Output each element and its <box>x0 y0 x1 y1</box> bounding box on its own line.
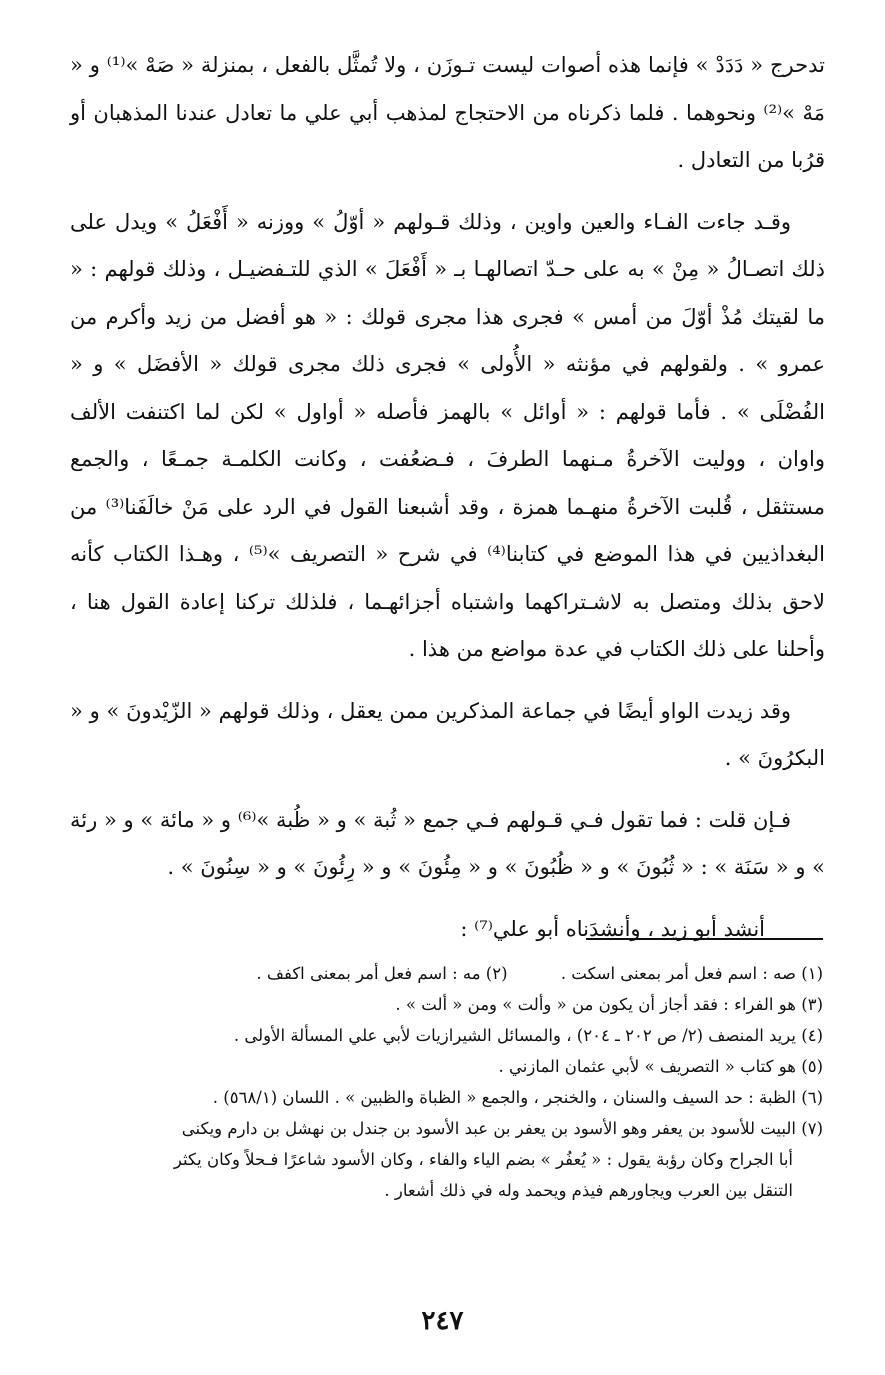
footnote-6: (٦) الظبة : حد السيف والسنان ، والخنجر ، والجمع « الظباة والظبين » . اللسان (٥٦٨/١) . <box>212 1088 823 1107</box>
footnote-divider <box>586 938 823 940</box>
footnote-4: (٤) يريد المنصف (٢/ ص ٢٠٢ ـ ٢٠٤) ، والمسائل الشيرازيات لأبي علي المسألة الأولى . <box>233 1026 823 1045</box>
paragraph-3: وقد زيدت الواو أيضًا في جماعة المذكرين ممن يعقل ، وذلك قولهم « الزّيْدونَ » و « البكرُونَ » . <box>70 698 825 770</box>
footnotes <box>66 958 823 1206</box>
page-number: ٢٤٧ <box>421 1306 464 1336</box>
verse-introduction: أنشد أبو زيد ، وأنشدَناه أبو علي⁽⁷⁾ : <box>460 916 765 941</box>
footnote-7-line-2: أبا الجراح وكان رؤبة يقول : « يُعفُر » بضم الياء والفاء ، وكان الأسود شاعرًا فـحلاً وكان يكثر <box>173 1150 793 1169</box>
footnote-row-1-2 <box>66 958 823 989</box>
footnote-1: (١) صه : اسم فعل أمر بمعنى اسكت . <box>560 964 823 983</box>
footnote-7-line-1: (٧) البيت للأسود بن يعفر وهو الأسود بن يعفر بن عبد الأسود بن جندل بن نهشل بن دارم ويكنى <box>181 1119 823 1138</box>
main-text <box>70 42 825 953</box>
paragraph-2: وقـد جاءت الفـاء والعين واوين ، وذلك قـولهم « أوّلُ » ووزنه « أَفْعَلُ » ويدل على ذلك اتصـالُ « مِنْ » به على حـدّ اتصالهـا بـ « أَفْعَلَ » الذي للتـفضيـل ، وذلك قولهم : « ما لقيتك مُذْ أوّلَ من أمس » فجرى هذا مجرى قولك : « هو أفضل من زيد وأكرم من عمرو » . ولقولهم في مؤنثه « الأُولى » فجرى ذلك مجرى قولك « الأفضَل » و « الفُضْلَى » . فأما قولهم : « أوائل » بالهمز فأصله « أواول » لكن لما اكتنفت الألف واوان ، ووليت الآخرةُ مـنهما الطرفَ ، فـضعُفت ، وكانت الكلمـة جمـعًا ، والجمع مستثقل ، قُلبت الآخرةُ منهـما همزة ، وقد أشبعنا القول في الرد على مَنْ خالَفَنا⁽³⁾ من البغداذيين في هذا الموضع في كتابنا⁽⁴⁾ في شرح « التصريف »⁽⁵⁾ ، وهـذا الكتاب كأنه لاحق بذلك ومتصل به لاشـتراكهما واشتباه أجزائهـما ، فلذلك تركنا إعادة القول هنا ، وأحلنا على ذلك الكتاب في عدة مواضع من هذا . <box>70 209 826 661</box>
footnote-5: (٥) هو كتاب « التصريف » لأبي عثمان المازني . <box>498 1057 823 1076</box>
paragraph-4: فـإن قلت : فما تقول فـي قـولهم فـي جمع « ثُبة » و « ظُبة »⁽⁶⁾ و « مائة » و « رئة » و « سَنَة » : « ثُبُونَ » و « ظُبُونَ » و « مِئُونَ » و « رِئُونَ » و « سِنُونَ » . <box>70 807 825 879</box>
paragraph-1: تدحرج « دَدَدْ » فإنما هذه أصوات ليست تـوزَن ، ولا تُمثَّل بالفعل ، بمنزلة « صَهْ »⁽¹⁾ و « مَهْ »⁽²⁾ ونحوهما . فلما ذكرناه من الاحتجاج لمذهب أبي علي ما تعادل عندنا المذهبان أو قرُبا من التعادل . <box>70 53 825 172</box>
footnote-7-line-3: التنقل بين العرب ويجاورهم فيذم ويحمد وله في ذلك أشعار . <box>384 1181 793 1200</box>
footnote-3: (٣) هو الفراء : فقد أجاز أن يكون من « وألت » ومن « ألت » . <box>395 995 823 1014</box>
footnote-2: (٢) مه : اسم فعل أمر بمعنى اكفف . <box>256 964 508 983</box>
